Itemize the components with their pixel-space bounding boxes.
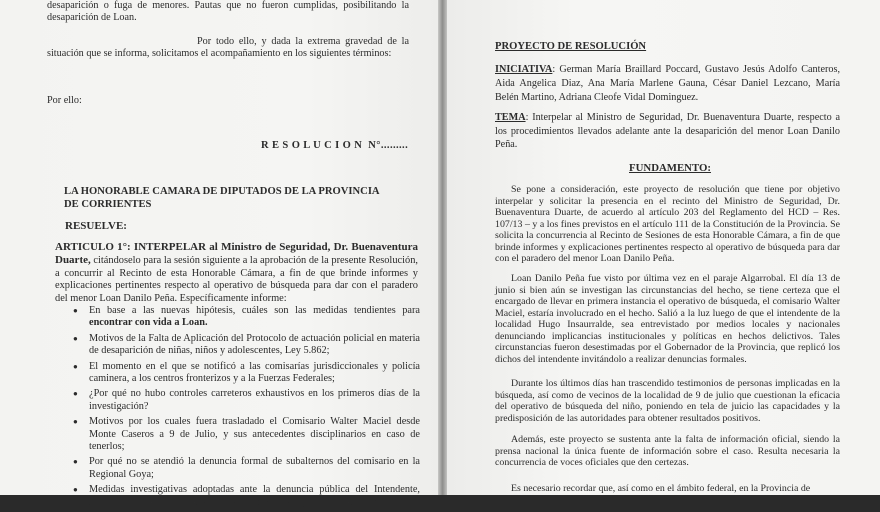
articulo-1 bbox=[55, 241, 418, 305]
fundamento-paragraph-5: Es necesario recordar que, así como en el ámbito federal, en la Provincia de bbox=[511, 483, 811, 494]
left-document-page bbox=[0, 0, 438, 508]
fundamento-paragraph-3: Durante los últimos días han trascendido testimonios de personas implicadas en la búsqueda, así como de vecinos de la localidad de 9 de julio que cuestionan la eficacia del operativo de búsqueda del niño, poniendo en tela de juicio las capacidades y la predisposición de las autoridades para obtener resultados positivos. bbox=[495, 378, 840, 424]
por-ello-label: Por ello: bbox=[47, 95, 82, 106]
tema-paragraph bbox=[495, 111, 840, 152]
articulo-1-heading: ARTICULO 1°: INTERPELAR al Ministro de Seguridad, Dr. Buenaventura Duarte, bbox=[55, 241, 418, 267]
list-item-emphasis: encontrar con vida a Loan. bbox=[89, 317, 208, 329]
intro-paragraph: Por todo ello, y dada la extrema gravedad de la situación que se informa, solicitamos el acompañamiento en los siguientes términos: bbox=[47, 36, 409, 60]
proyecto-title: PROYECTO DE RESOLUCIÓN bbox=[495, 41, 647, 52]
right-document-page bbox=[447, 0, 880, 495]
book-gutter bbox=[438, 0, 447, 495]
list-item: ● ¿Por qué no hubo controles carreteros exhaustivos en los primeros días de la investigación? bbox=[73, 388, 420, 413]
list-item bbox=[73, 305, 420, 330]
list-item: ● Medidas investigativas adoptadas ante la denuncia pública del Intendente, solicitando la remoción de la cúpula de la comisaría, así como el vínculo con bbox=[73, 484, 420, 509]
fundamento-paragraph-1: Se pone a consideración, este proyecto de resolución que tiene por objetivo interpelar y solicitar la presencia en el recinto del Ministro de Seguridad, Dr. Buenaventura Duarte, de acuerdo al artículo 203 del Reglamento del HCD – Res. 107/13 – y a los fines previstos en el artículo 111 de la Constitución de la Provincia. Se solicita la concurrencia al Recinto de Sesiones de esta Honorable Cámara, a fin de que brinde informes y explicaciones pertinentes respecto al operativo de búsqueda para dar con el paradero del menor Loan Danilo Peña. bbox=[495, 184, 840, 264]
list-item: ● Motivos de la Falta de Aplicación del Protocolo de actuación policial en materia de desaparición de niñas, niños y adolescentes, Ley 5.862; bbox=[73, 333, 420, 358]
iniciativa-label: INICIATIVA bbox=[495, 64, 553, 75]
articulo-1-body: citándoselo para la sesión siguiente a la aprobación de la presente Resolución, a concurrir al Recinto de esta Honorable Cámara, a fin de que brinde informes y explicaciones pertinentes respecto al operativo de búsqueda para dar con el paradero del menor Loan Danilo Peña. Específicamente informe: bbox=[55, 255, 418, 304]
resuelve-heading: RESUELVE: bbox=[65, 220, 127, 232]
iniciativa-paragraph bbox=[495, 63, 840, 106]
top-fragment: desaparición o fuga de menores. Pautas que no fueron cumplidas, posibilitando la desaparición de Loan. bbox=[47, 0, 409, 24]
list-item: ● Motivos por los cuales fuera trasladado el Comisario Walter Maciel desde Monte Caseros a 9 de Julio, y sus antecedentes disciplinarios en caso de tenerlos; bbox=[73, 416, 420, 453]
list-item-text: En base a las nuevas hipótesis, cuáles son las medidas tendientes para bbox=[89, 305, 420, 316]
resolucion-number: R E S O L U C I O N N°......... bbox=[261, 140, 409, 151]
list-item: ● El momento en el que se notificó a las comisarías jurisdiccionales y policía caminera, a los centros fronterizos y a la Fuerzas Federales; bbox=[73, 361, 420, 386]
tema-label: TEMA bbox=[495, 112, 526, 123]
fundamento-paragraph-4: Además, este proyecto se sustenta ante la falta de información oficial, siendo la prensa nacional la única fuente de información sobre el caso. Resulta necesaria la concurrencia de voces oficiales que den certezas. bbox=[495, 434, 840, 468]
iniciativa-text: : German María Braillard Poccard, Gustavo Jesús Adolfo Canteros, Aida Angelica Diaz, Ana María Marlene Gauna, César Daniel Lezcano, María Belén Martino, Adriana Cleofe Vidal Dominguez. bbox=[495, 64, 840, 104]
fundamento-title: FUNDAMENTO: bbox=[629, 162, 711, 174]
chamber-title: LA HONORABLE CAMARA DE DIPUTADOS DE LA PROVINCIA DE CORRIENTES bbox=[64, 186, 380, 210]
list-item: ● Por qué no se atendió la denuncia formal de subalternos del comisario en la Regional Goya; bbox=[73, 456, 420, 481]
fundamento-paragraph-2: Loan Danilo Peña fue visto por última vez en el paraje Algarrobal. El día 13 de junio si bien aún se investigan las circunstancias del hecho, se tiene certeza que el encargado de llevar en primera instancia el operativo de búsqueda, el comisario Walter Maciel, estaría involucrado en el hecho. Salió a la luz luego de que el intendente de la localidad Hugo Insaurralde, sea entrevistado por medios locales y nacionales denunciando implicancias institucionales y políticas en hechos delictivos. Tales circunstancias fueron desestimadas por el Gobernador de la Provincia, que replicó los dichos del intendente invitándolo a realizar denuncias formales. bbox=[495, 273, 840, 365]
informe-list bbox=[73, 305, 420, 512]
tema-text: : Interpelar al Ministro de Seguridad, Dr. Buenaventura Duarte, respecto a los procedimientos llevados adelante ante la desaparición del menor Loan Danilo Peña. bbox=[495, 112, 840, 151]
